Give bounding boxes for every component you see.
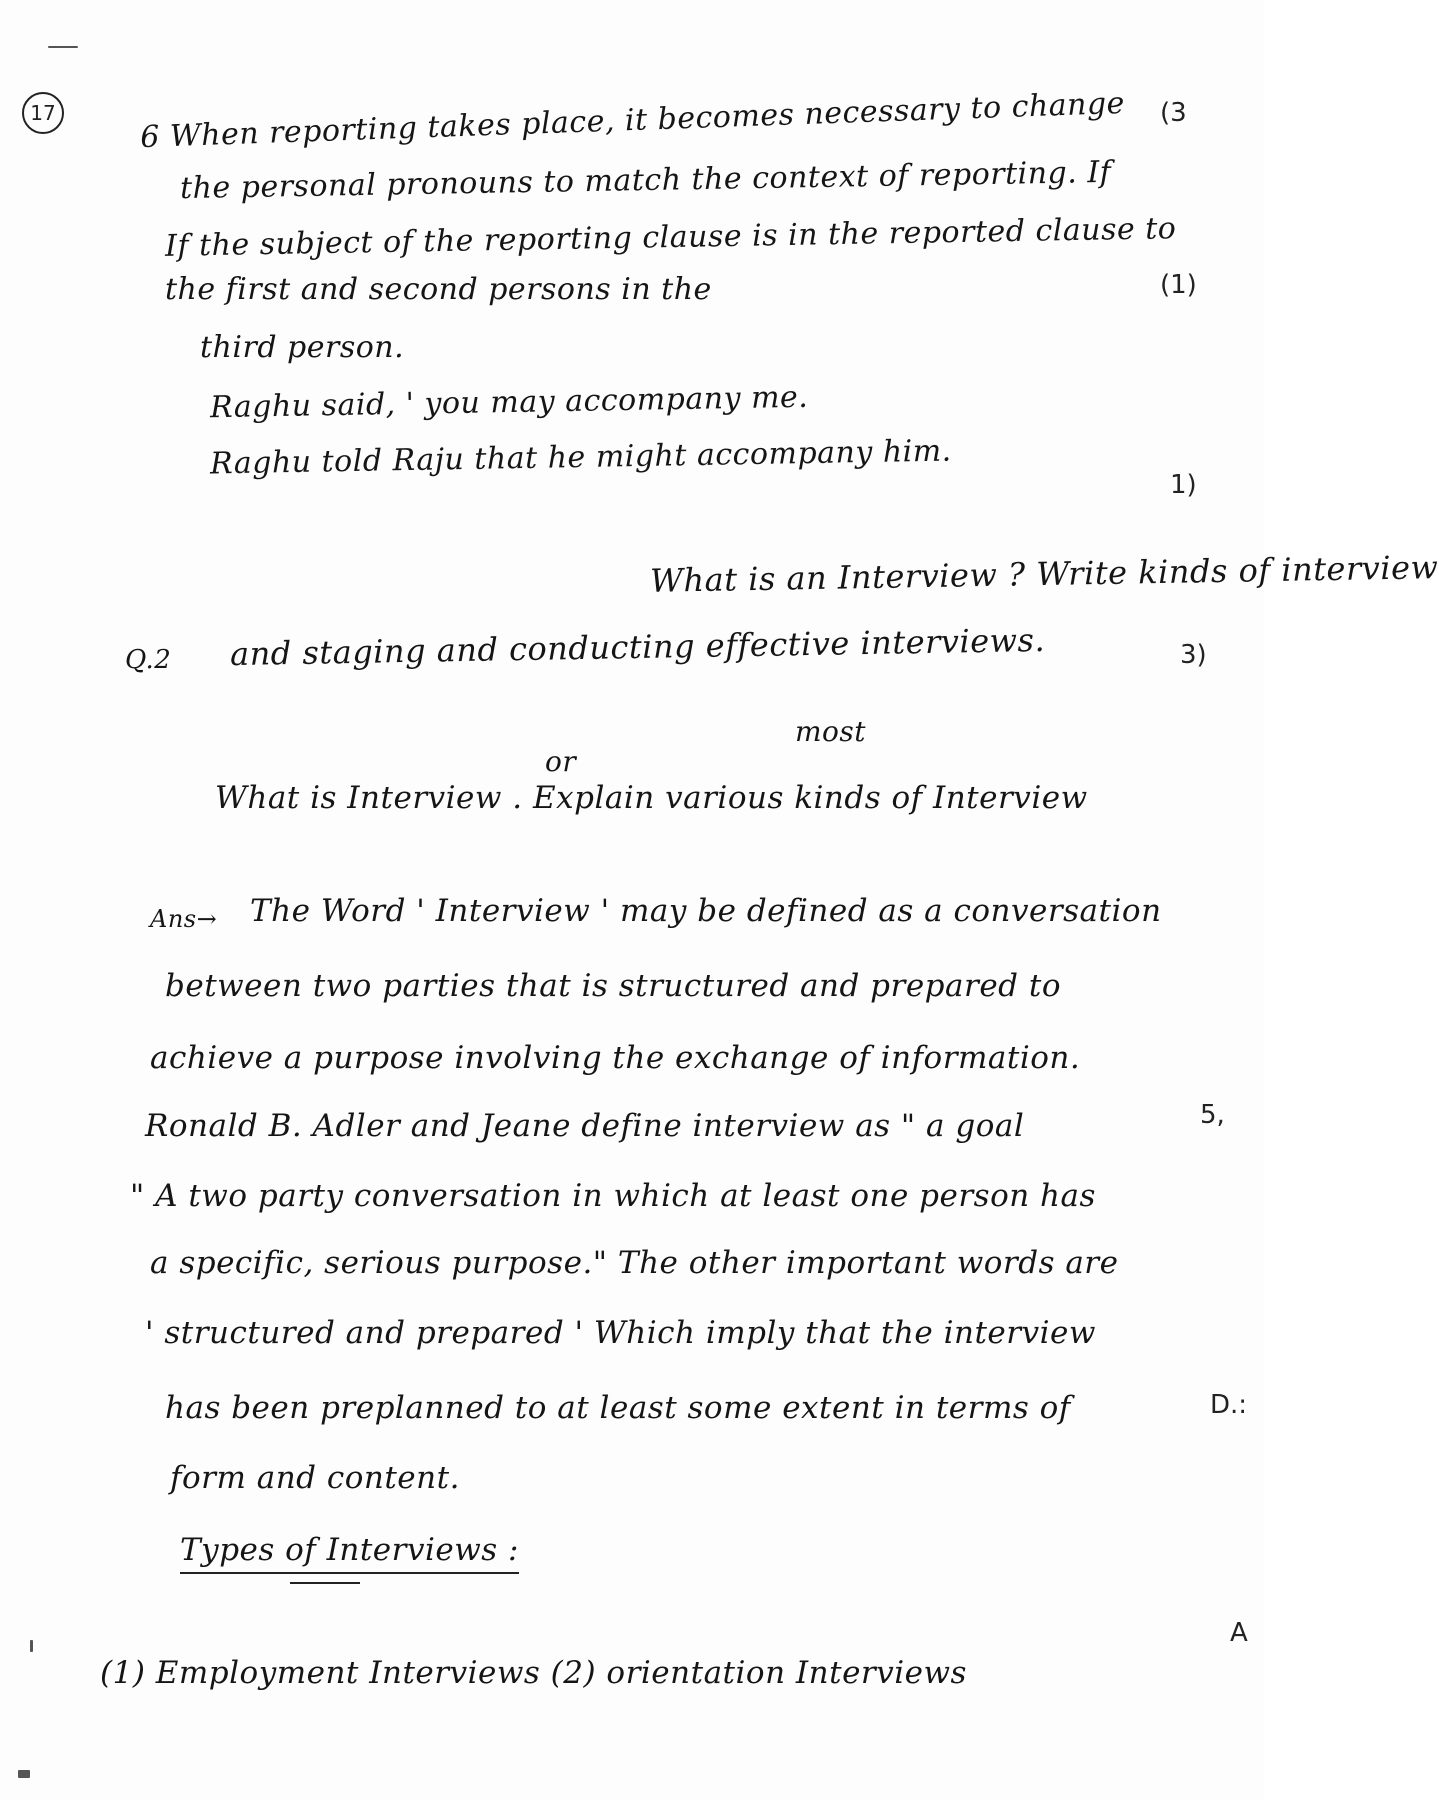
text-line: Raghu told Raju that he might accompany him. [209, 433, 952, 482]
text-line: " A two party conversation in which at least one person has [130, 1178, 1096, 1214]
most-label: most [795, 715, 867, 748]
margin-mark: (1) [1160, 270, 1197, 300]
text-line: achieve a purpose involving the exchange of information. [150, 1040, 1081, 1076]
text-line: If the subject of the reporting clause is in the reported clause to [164, 211, 1177, 264]
text-line: (1) Employment Interviews (2) orientation Interviews [100, 1655, 967, 1691]
text-line: has been preplanned to at least some extent in terms of [165, 1390, 1071, 1426]
answer-label: Ans→ [150, 905, 218, 933]
text-line: a specific, serious purpose." The other important words are [150, 1245, 1119, 1281]
text-line: Ronald B. Adler and Jeane define interview as " a goal [145, 1108, 1025, 1144]
margin-mark: 1) [1170, 470, 1197, 500]
margin-mark: A [1230, 1618, 1248, 1648]
text-line: third person. [200, 330, 405, 365]
text-line: the first and second persons in the [165, 272, 712, 307]
text-line: and staging and conducting effective interviews. [229, 620, 1046, 674]
text-line: Raghu said, ' you may accompany me. [209, 379, 809, 426]
heading-double-underline [290, 1582, 360, 1584]
text-line: ' structured and prepared ' Which imply that the interview [145, 1315, 1096, 1351]
or-label: or [545, 745, 577, 778]
page-number-circle [22, 92, 64, 134]
section-heading: Types of Interviews : [180, 1532, 519, 1574]
text-line: 6 When reporting takes place, it becomes necessary to change [139, 85, 1126, 156]
margin-mark: D.: [1210, 1390, 1248, 1420]
text-line: What is an Interview ? Write kinds of interview [649, 548, 1439, 600]
text-line: What is Interview . Explain various kinds of Interview [215, 780, 1088, 816]
text-line: between two parties that is structured and prepared to [165, 968, 1061, 1004]
margin-mark: 5, [1200, 1100, 1225, 1130]
text-line: form and content. [170, 1460, 460, 1496]
page-number: 17 [30, 101, 56, 125]
speck [30, 1640, 33, 1652]
margin-mark: 3) [1180, 640, 1207, 670]
text-line: The Word ' Interview ' may be defined as a conversation [250, 893, 1162, 929]
speck [48, 46, 78, 48]
speck [18, 1770, 30, 1778]
question-label: Q.2 [125, 645, 172, 675]
margin-mark: (3 [1160, 98, 1187, 128]
text-line: the personal pronouns to match the context of reporting. If [179, 154, 1112, 207]
